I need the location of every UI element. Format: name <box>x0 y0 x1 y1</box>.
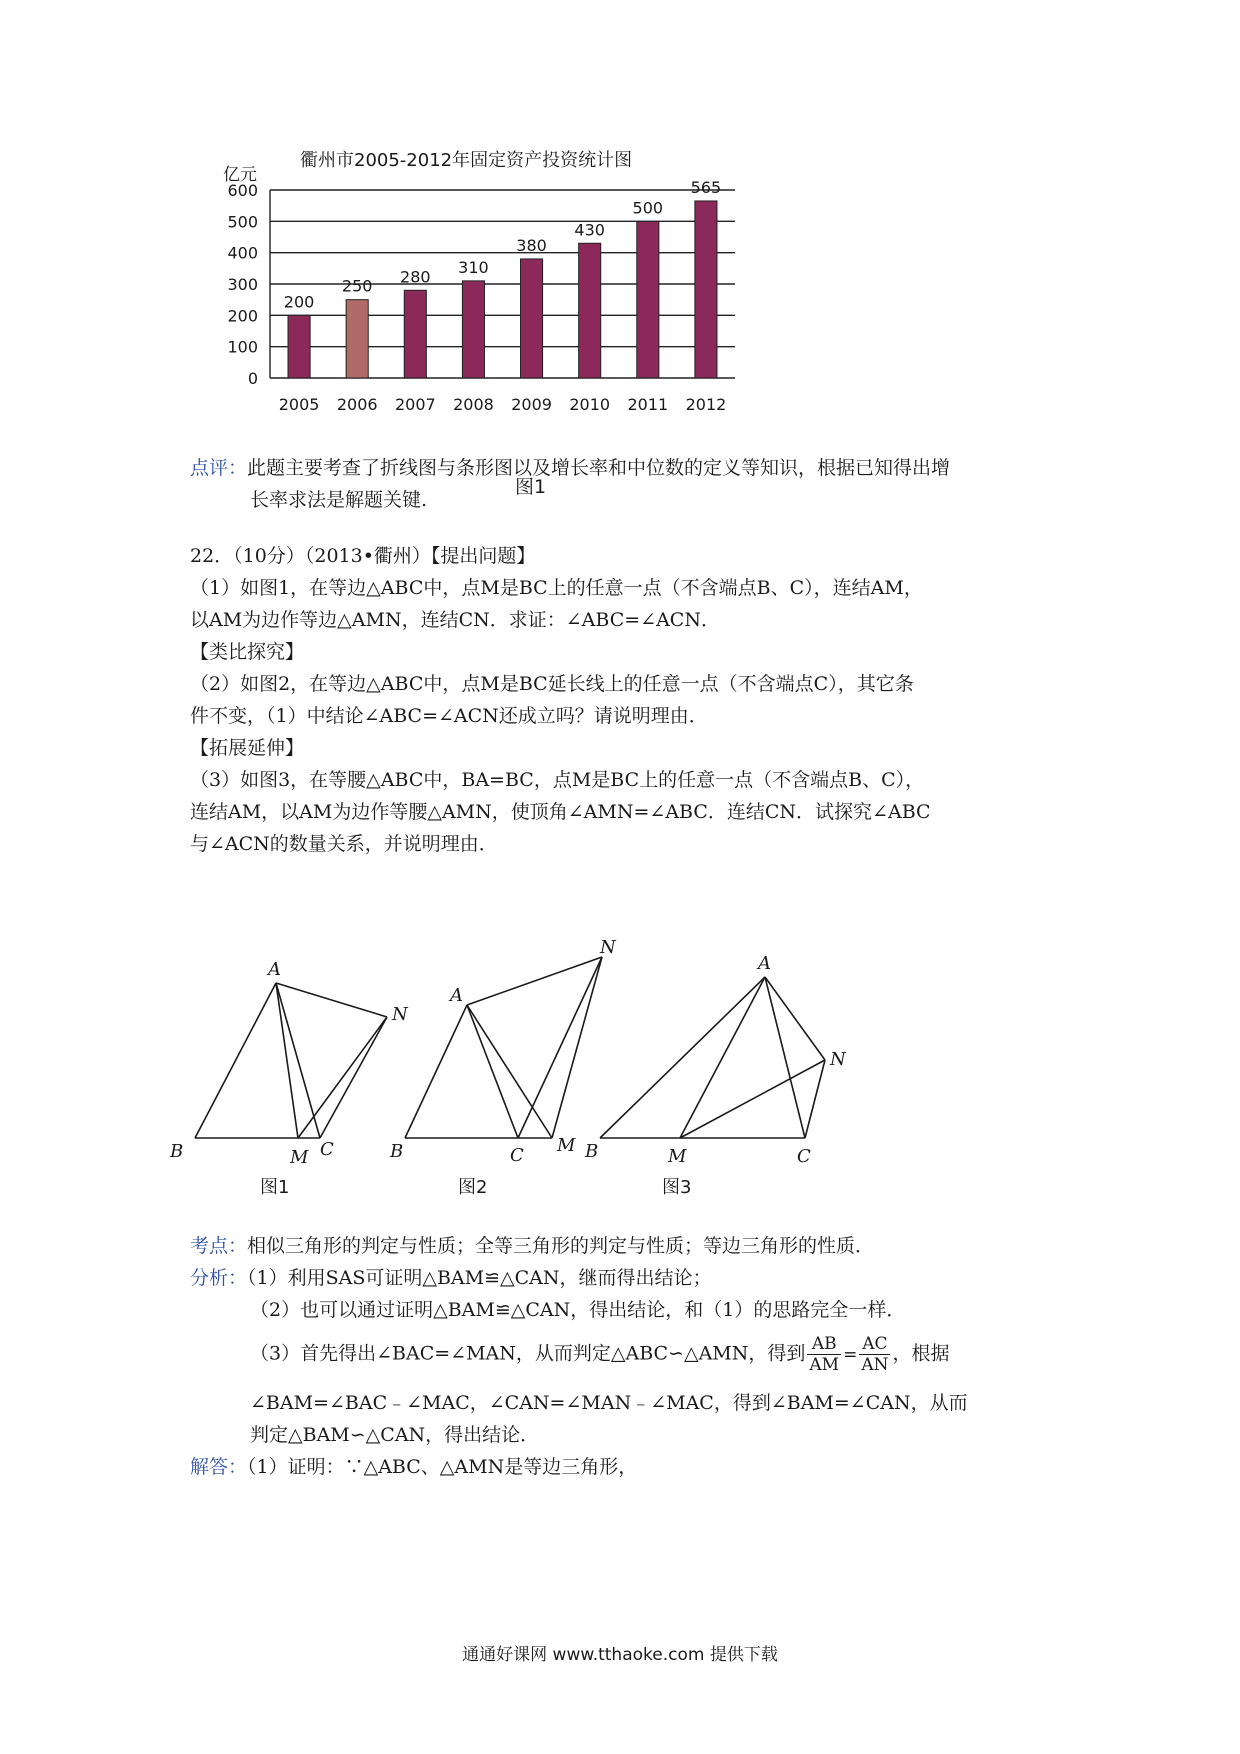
chart-ytick-label: 300 <box>227 275 258 294</box>
problem-p1-line1: （1）如图1，在等边△ABC中，点M是BC上的任意一点（不含端点B、C），连结AM， <box>190 577 923 599</box>
chart-ytick-label: 500 <box>227 212 258 232</box>
review-line1: 此题主要考查了折线图与条形图以及增长率和中位数的定义等知识，根据已知得出增 <box>247 457 951 479</box>
problem-section2: 【类比探究】 <box>190 641 305 663</box>
chart-xtick-label: 2012 <box>685 395 727 414</box>
chart-title: 衢州市2005-2012年固定资产投资统计图 <box>300 150 633 171</box>
chart-grid <box>270 190 735 378</box>
chart-data-label: 500 <box>632 198 664 218</box>
problem-p2-line2: 件不变，（1）中结论∠ABC=∠ACN还成立吗？请说明理由． <box>190 705 708 727</box>
analysis-a3-pre: （3）首先得出∠BAC=∠MAN，从而判定△ABC∽△AMN，得到 <box>250 1342 806 1365</box>
chart-bar <box>579 243 601 378</box>
chart-bar <box>346 300 368 378</box>
analysis-a3 <box>190 1334 1070 1375</box>
geometry-figures <box>170 935 940 1205</box>
chart-xtick-label: 2006 <box>336 395 378 414</box>
chart-xticks <box>279 395 727 414</box>
chart-data-label: 310 <box>458 257 489 277</box>
chart-bar <box>404 290 426 378</box>
analysis-a4: ∠BAM=∠BAC﹣∠MAC，∠CAN=∠MAN﹣∠MAC，得到∠BAM=∠CAN，从而 <box>250 1392 968 1414</box>
bar-chart <box>223 150 835 500</box>
figure-2 <box>405 957 602 1138</box>
chart-data-label: 200 <box>283 292 315 312</box>
fig2-caption: 图2 <box>458 1177 488 1198</box>
chart-bar <box>462 281 484 378</box>
kaodian-label: 考点： <box>190 1235 248 1257</box>
fig2-label-a: A <box>450 985 463 1006</box>
review-line2: 长率求法是解题关键. <box>250 489 428 511</box>
fig3-label-b: B <box>585 1141 599 1162</box>
fraction-ab-am <box>807 1334 841 1375</box>
chart-data-label: 280 <box>400 267 431 287</box>
chart-bar <box>521 259 543 378</box>
chart-data-label: 250 <box>341 276 373 296</box>
problem-section3: 【拓展延伸】 <box>190 737 305 759</box>
fig1-caption: 图1 <box>260 1177 290 1198</box>
chart-data-label: 380 <box>516 235 547 255</box>
figure-1 <box>195 983 387 1138</box>
fenxi-label: 分析： <box>190 1267 248 1289</box>
chart-yticks <box>227 181 258 388</box>
fig3-label-c: C <box>797 1146 811 1167</box>
analysis-block <box>190 1230 1070 1483</box>
problem-block <box>190 540 1070 860</box>
analysis-a1: （1）利用SAS可证明△BAM≌△CAN，继而得出结论； <box>247 1267 712 1289</box>
problem-header: 22．（10分）（2013•衢州）【提出问题】 <box>190 545 536 567</box>
page-footer: 通通好课网 www.tthaoke.com 提供下载 <box>462 1645 778 1665</box>
fraction-an: AN <box>861 1355 889 1375</box>
fig3-caption: 图3 <box>662 1177 692 1198</box>
chart-bar <box>695 201 717 378</box>
problem-p1-line2: 以AM为边作等边△AMN，连结CN．求证：∠ABC=∠ACN． <box>190 609 720 631</box>
analysis-a3-post: ，根据 <box>892 1342 950 1365</box>
fig1-label-b: B <box>170 1141 184 1162</box>
chart-data-label: 430 <box>574 220 605 240</box>
figure-3 <box>600 977 825 1138</box>
chart-svg <box>223 150 835 440</box>
fraction-ac-an <box>859 1334 890 1375</box>
kaodian-text: 相似三角形的判定与性质；全等三角形的判定与性质；等边三角形的性质． <box>247 1235 875 1257</box>
fraction-equals: = <box>843 1344 858 1365</box>
fraction-am: AM <box>809 1355 840 1375</box>
problem-p3-line3: 与∠ACN的数量关系，并说明理由． <box>190 833 498 855</box>
chart-ylabel: 亿元 <box>223 165 257 185</box>
chart-xtick-label: 2011 <box>627 395 669 414</box>
analysis-a2: （2）也可以通过证明△BAM≌△CAN，得出结论，和（1）的思路完全一样． <box>250 1299 906 1321</box>
problem-p3-line1: （3）如图3，在等腰△ABC中，BA=BC，点M是BC上的任意一点（不含端点B、C）， <box>190 769 925 791</box>
geometry-svg <box>170 935 940 1205</box>
chart-xtick-label: 2009 <box>511 395 552 414</box>
chart-ytick-label: 400 <box>227 243 258 263</box>
analysis-a5: 判定△BAM∽△CAN，得出结论． <box>250 1424 540 1446</box>
fig3-label-a: A <box>758 953 771 974</box>
problem-p2-line1: （2）如图2，在等边△ABC中，点M是BC延长线上的任意一点（不含端点C），其它条 <box>190 673 914 695</box>
chart-ytick-label: 0 <box>247 369 258 388</box>
chart-ytick-label: 100 <box>227 337 258 357</box>
chart-xtick-label: 2008 <box>453 395 494 414</box>
fraction-ac: AC <box>859 1334 890 1355</box>
fig3-label-n: N <box>830 1049 846 1070</box>
chart-ytick-label: 600 <box>227 181 258 200</box>
chart-xtick-label: 2007 <box>394 395 436 414</box>
review-block <box>190 452 1070 516</box>
chart-caption: 图1 <box>515 476 547 498</box>
jieda-label: 解答： <box>190 1456 248 1478</box>
chart-bar <box>288 315 310 378</box>
fig2-label-b: B <box>390 1141 404 1162</box>
fraction-ab: AB <box>807 1334 841 1355</box>
fig2-label-n: N <box>600 937 616 958</box>
chart-bar <box>637 221 659 378</box>
fig1-label-n: N <box>392 1004 408 1025</box>
fig2-label-c: C <box>510 1145 524 1166</box>
review-label: 点评： <box>190 457 248 479</box>
chart-xtick-label: 2005 <box>278 395 320 414</box>
fig2-label-m: M <box>557 1135 576 1156</box>
chart-data-label: 565 <box>690 177 722 197</box>
chart-xtick-label: 2010 <box>569 395 611 414</box>
jieda-text: （1）证明：∵△ABC、△AMN是等边三角形， <box>247 1456 638 1478</box>
fig1-label-a: A <box>268 959 281 980</box>
problem-p3-line2: 连结AM，以AM为边作等腰△AMN，使顶角∠AMN=∠ABC．连结CN．试探究∠ABC <box>190 801 931 823</box>
chart-ytick-label: 200 <box>227 306 258 326</box>
fig1-label-c: C <box>320 1139 334 1160</box>
fig1-label-m: M <box>290 1147 309 1168</box>
fig3-label-m: M <box>668 1146 687 1167</box>
